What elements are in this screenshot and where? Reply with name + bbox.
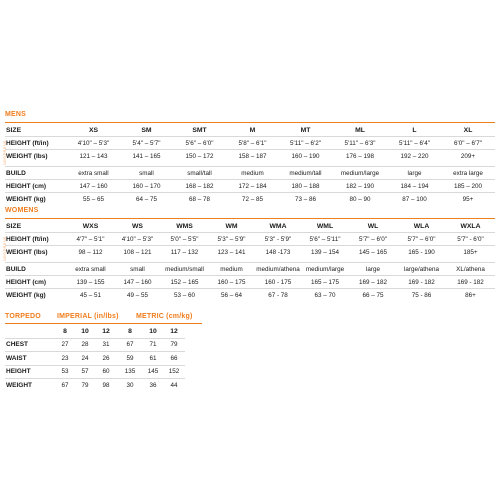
table-cell: 5'3" – 5'9" — [208, 233, 255, 246]
womens-title: WOMENS — [5, 207, 39, 214]
size-header: MT — [300, 126, 311, 134]
table-cell: 176 – 198 — [332, 150, 388, 163]
table-cell: 160 – 175 — [208, 276, 255, 289]
torpedo-metric-label: METRIC (cm/kg) — [136, 313, 193, 320]
table-row — [5, 246, 495, 259]
size-header: L — [412, 126, 417, 134]
size-header: XS — [88, 126, 99, 134]
table-cell: 53 — [55, 365, 75, 379]
table-cell: 185+ — [446, 246, 495, 259]
table-cell: 61 — [143, 352, 163, 366]
table-cell: 71 — [143, 338, 163, 352]
table-cell: 182 – 190 — [332, 180, 388, 193]
table-row — [5, 276, 495, 289]
table-row — [5, 167, 495, 180]
size-header: ML — [355, 126, 365, 134]
table-cell: 36 — [143, 379, 163, 392]
table-cell: 5'4" – 5'7" — [120, 137, 173, 150]
table-cell: 5'7" - 6'0" — [446, 233, 495, 246]
table-cell: small — [114, 263, 161, 276]
table-cell: 56 – 64 — [208, 289, 255, 302]
table-cell: 5'3" - 5'9" — [255, 233, 301, 246]
table-cell: medium/large — [301, 263, 349, 276]
torpedo-divider — [5, 323, 202, 324]
table-cell: 79 — [163, 338, 185, 352]
table-cell: 160 - 175 — [255, 276, 301, 289]
table-cell: 87 – 100 — [388, 193, 441, 206]
table-cell: 172 – 184 — [226, 180, 279, 193]
table-cell: 152 — [163, 365, 185, 379]
table-cell: 67 - 78 — [255, 289, 301, 302]
row-label: HEIGHT (ft/in) — [5, 233, 67, 246]
table-cell: 27 — [55, 338, 75, 352]
table-cell: 139 – 154 — [301, 246, 349, 259]
table-cell: 57 — [75, 365, 95, 379]
table-cell: 5'11" – 6'4" — [388, 137, 441, 150]
table-cell: 63 – 70 — [301, 289, 349, 302]
table-header-row — [5, 220, 495, 233]
table-cell: 165 – 175 — [301, 276, 349, 289]
table-row — [5, 180, 495, 193]
size-header: 10 — [81, 327, 89, 335]
size-header: WLA — [413, 222, 430, 230]
size-label: SIZE — [6, 126, 22, 134]
table-cell: 165 - 190 — [397, 246, 446, 259]
table-cell: extra small — [67, 263, 114, 276]
table-cell: 6'0" – 6'7" — [441, 137, 495, 150]
table-cell: medium/large — [332, 167, 388, 180]
table-cell: 192 – 220 — [388, 150, 441, 163]
table-cell: 169 - 182 — [397, 276, 446, 289]
table-cell: 145 – 165 — [349, 246, 397, 259]
size-header: 12 — [102, 327, 110, 335]
size-header: WM — [225, 222, 238, 230]
row-label: WEIGHT — [5, 379, 55, 392]
table-cell: 66 – 75 — [349, 289, 397, 302]
size-header: 12 — [170, 327, 178, 335]
size-header: 8 — [128, 327, 132, 335]
table-cell: 24 — [75, 352, 95, 366]
table-row — [5, 289, 495, 302]
mens-divider — [5, 122, 495, 123]
table-cell: 59 — [117, 352, 143, 366]
table-row — [5, 352, 202, 366]
table-cell: XL/athena — [446, 263, 495, 276]
size-header: WMS — [176, 222, 193, 230]
table-cell: 145 — [143, 365, 163, 379]
table-cell: small — [120, 167, 173, 180]
table-cell: 185 – 200 — [441, 180, 495, 193]
table-cell: 30 — [117, 379, 143, 392]
size-label: SIZE — [6, 222, 22, 230]
table-row — [5, 233, 495, 246]
table-cell: 45 – 51 — [67, 289, 114, 302]
table-cell: 135 — [117, 365, 143, 379]
table-cell: 169 - 182 — [446, 276, 495, 289]
row-label: HEIGHT (ft/in) — [5, 137, 67, 150]
row-label: HEIGHT (cm) — [5, 180, 67, 193]
table-row — [5, 150, 495, 163]
table-cell: 141 – 165 — [120, 150, 173, 163]
table-header-row — [5, 124, 495, 137]
table-cell: 169 – 182 — [349, 276, 397, 289]
table-cell: 4'10" – 5'3" — [67, 137, 120, 150]
table-cell: 67 — [117, 338, 143, 352]
womens-divider — [5, 218, 495, 219]
table-cell: small/tall — [173, 167, 226, 180]
table-cell: 123 – 141 — [208, 246, 255, 259]
row-label: WEIGHT (lbs) — [5, 150, 67, 163]
table-cell: 4'10" – 5'3" — [114, 233, 161, 246]
table-cell: 5'7" – 6'0" — [349, 233, 397, 246]
table-cell: 5'0" – 5'5" — [161, 233, 208, 246]
table-cell: large/athena — [397, 263, 446, 276]
table-cell: 209+ — [441, 150, 495, 163]
row-label: WEIGHT (kg) — [5, 289, 67, 302]
table-cell: 117 – 132 — [161, 246, 208, 259]
table-cell: 95+ — [441, 193, 495, 206]
table-cell: 44 — [163, 379, 185, 392]
table-cell: 5'6" – 5'11" — [301, 233, 349, 246]
size-header: 10 — [149, 327, 157, 335]
table-row — [5, 365, 202, 379]
table-cell: 26 — [95, 352, 117, 366]
mens-side-label: NEOPRENE — [2, 140, 7, 165]
table-header-row — [5, 325, 202, 338]
table-cell: 73 – 86 — [279, 193, 332, 206]
table-cell: 152 – 165 — [161, 276, 208, 289]
table-cell: 184 – 194 — [388, 180, 441, 193]
table-cell: 23 — [55, 352, 75, 366]
table-row — [5, 137, 495, 150]
table-cell: 5'11" – 6'3" — [332, 137, 388, 150]
table-cell: extra large — [441, 167, 495, 180]
size-header: WL — [367, 222, 379, 230]
torpedo-title: TORPEDO — [5, 313, 41, 320]
table-row — [5, 338, 202, 352]
table-cell: 160 – 190 — [279, 150, 332, 163]
size-header: XL — [463, 126, 473, 134]
row-label: WEIGHT (kg) — [5, 193, 67, 206]
table-cell: 147 – 160 — [67, 180, 120, 193]
size-header: WMA — [269, 222, 287, 230]
table-cell: 150 – 172 — [173, 150, 226, 163]
row-label: HEIGHT — [5, 365, 55, 379]
table-cell: medium/small — [161, 263, 208, 276]
table-cell: 66 — [163, 352, 185, 366]
table-cell: 49 – 55 — [114, 289, 161, 302]
womens-side-label: NEOPRENE — [2, 236, 7, 261]
table-cell: 5'7" – 6'0" — [397, 233, 446, 246]
size-header: WS — [132, 222, 143, 230]
row-label: WEIGHT (lbs) — [5, 246, 67, 259]
table-cell: 28 — [75, 338, 95, 352]
table-cell: 5'6" – 6'0" — [173, 137, 226, 150]
table-cell: 121 – 143 — [67, 150, 120, 163]
mens-title: MENS — [5, 111, 27, 118]
table-cell: 147 – 160 — [114, 276, 161, 289]
row-label: BUILD — [5, 167, 67, 180]
table-cell: medium — [226, 167, 279, 180]
table-cell: large — [349, 263, 397, 276]
table-cell: 158 – 187 — [226, 150, 279, 163]
table-cell: 148 -173 — [255, 246, 301, 259]
blank-cell — [5, 325, 55, 338]
size-header: M — [249, 126, 256, 134]
row-label: BUILD — [5, 263, 67, 276]
table-cell: 53 – 60 — [161, 289, 208, 302]
table-cell: 139 – 155 — [67, 276, 114, 289]
row-label: WAIST — [5, 352, 55, 366]
size-header: WXLA — [460, 222, 481, 230]
table-cell: 55 – 65 — [67, 193, 120, 206]
size-header: SM — [141, 126, 152, 134]
table-cell: 98 – 112 — [67, 246, 114, 259]
table-cell: 5'8" – 6'1" — [226, 137, 279, 150]
row-label: HEIGHT (cm) — [5, 276, 67, 289]
table-cell: medium — [208, 263, 255, 276]
table-cell: 180 – 188 — [279, 180, 332, 193]
table-row — [5, 263, 495, 276]
table-cell: medium/athena — [255, 263, 301, 276]
table-cell: 68 – 78 — [173, 193, 226, 206]
torpedo-size-table — [5, 325, 202, 392]
table-cell: 75 - 86 — [397, 289, 446, 302]
table-cell: 160 – 170 — [120, 180, 173, 193]
table-cell: 4'7" – 5'1" — [67, 233, 114, 246]
table-cell: 168 – 182 — [173, 180, 226, 193]
table-row — [5, 193, 495, 206]
size-header: WXS — [82, 222, 99, 230]
table-cell: 60 — [95, 365, 117, 379]
row-label: CHEST — [5, 338, 55, 352]
table-cell: 79 — [75, 379, 95, 392]
table-cell: 108 – 121 — [114, 246, 161, 259]
table-cell: 31 — [95, 338, 117, 352]
table-cell: 5'11" – 6'2" — [279, 137, 332, 150]
table-cell: extra small — [67, 167, 120, 180]
table-cell: 98 — [95, 379, 117, 392]
size-header: WML — [316, 222, 334, 230]
table-cell: 80 – 90 — [332, 193, 388, 206]
mens-size-table — [5, 124, 495, 205]
table-cell: 64 – 75 — [120, 193, 173, 206]
table-cell: 72 – 85 — [226, 193, 279, 206]
table-cell: 86+ — [446, 289, 495, 302]
size-header: 8 — [63, 327, 67, 335]
womens-size-table — [5, 220, 495, 301]
table-cell: medium/tall — [279, 167, 332, 180]
table-cell: 67 — [55, 379, 75, 392]
size-header: SMT — [192, 126, 207, 134]
torpedo-imperial-label: IMPERIAL (in/lbs) — [57, 313, 119, 320]
table-cell: large — [388, 167, 441, 180]
table-row — [5, 379, 202, 392]
